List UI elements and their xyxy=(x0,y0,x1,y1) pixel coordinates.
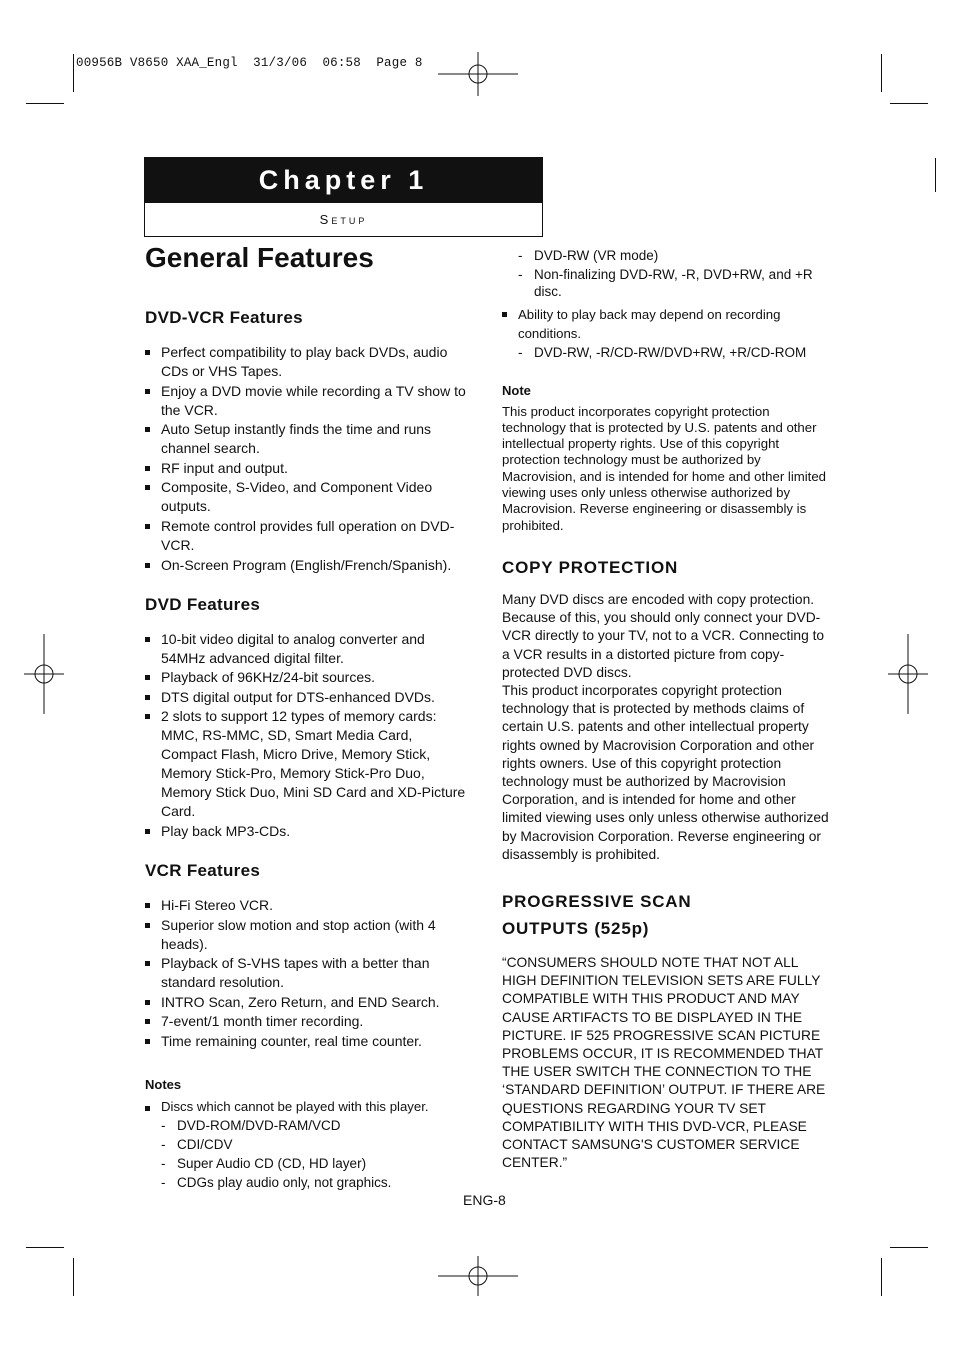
list-item: Playback of 96KHz/24-bit sources. xyxy=(145,668,470,687)
recording-dash-list xyxy=(502,344,832,361)
list-item: Composite, S-Video, and Component Video outputs. xyxy=(145,478,470,516)
heading-line: OUTPUTS (525p) xyxy=(502,919,650,939)
list-item: Remote control provides full operation on DVD-VCR. xyxy=(145,517,470,555)
list-item: - Super Audio CD (CD, HD layer) xyxy=(145,1154,470,1173)
chapter-header xyxy=(144,157,543,237)
list-item: Play back MP3-CDs. xyxy=(145,822,470,841)
left-column xyxy=(145,308,470,1193)
list-item: Enjoy a DVD movie while recording a TV show to the VCR. xyxy=(145,382,470,420)
list-item: - Non-finalizing DVD-RW, -R, DVD+RW, and +R disc. xyxy=(502,266,832,300)
right-column xyxy=(502,247,832,1172)
vcr-feature-list xyxy=(145,896,470,1051)
chapter-label: Chapter 1 xyxy=(145,158,542,203)
list-item: - DVD-RW, -R/CD-RW/DVD+RW, +R/CD-ROM xyxy=(502,344,832,361)
registration-mark-icon xyxy=(24,634,64,714)
chapter-subtitle: Setup xyxy=(319,212,368,227)
list-item: - DVD-RW (VR mode) xyxy=(502,247,832,264)
list-item: DTS digital output for DTS-enhanced DVDs. xyxy=(145,688,470,707)
list-item: - CDGs play audio only, not graphics. xyxy=(145,1173,470,1192)
crop-mark xyxy=(881,54,882,92)
list-item: Ability to play back may depend on recording conditions. xyxy=(502,305,832,343)
crop-mark xyxy=(890,1247,928,1248)
note-text: This product incorporates copyright protection technology that is protected by U.S. patents and other intellectual property rights. Use of this copyright protection technology must be authorized by Macrovision, and is intended for home and other limited viewing uses only unless otherwise authorized by Macrovision. Reverse engineering or disassembly is prohibited. xyxy=(502,403,827,533)
crop-mark xyxy=(26,1247,64,1248)
list-item: Perfect compatibility to play back DVDs, audio CDs or VHS Tapes. xyxy=(145,343,470,381)
section-heading-dvdvcr: DVD-VCR Features xyxy=(145,308,303,327)
crop-mark xyxy=(881,1258,882,1296)
registration-mark-icon xyxy=(438,1256,518,1296)
crop-mark xyxy=(73,54,74,92)
list-item: INTRO Scan, Zero Return, and END Search. xyxy=(145,993,470,1012)
list-item: 7-event/1 month timer recording. xyxy=(145,1012,470,1031)
crop-mark xyxy=(26,103,64,104)
dvdvcr-feature-list xyxy=(145,343,470,575)
note-heading: Note xyxy=(502,382,531,398)
list-item: Superior slow motion and stop action (with 4 heads). xyxy=(145,916,470,954)
printer-slug: 00956B V8650 XAA_Engl 31/3/06 06:58 Page 8 xyxy=(76,56,423,70)
registration-mark-icon xyxy=(438,52,518,96)
section-heading-vcr: VCR Features xyxy=(145,860,261,880)
section-heading-copy-protection: COPY PROTECTION xyxy=(502,557,679,577)
dvd-feature-list xyxy=(145,630,470,841)
disc-dash-list xyxy=(502,247,832,300)
list-item: Time remaining counter, real time counter. xyxy=(145,1032,470,1051)
crop-mark xyxy=(935,158,936,192)
list-item: Hi-Fi Stereo VCR. xyxy=(145,896,470,915)
crop-mark xyxy=(73,1258,74,1296)
page-title: General Features xyxy=(145,242,374,273)
progressive-scan-notice: “CONSUMERS SHOULD NOTE THAT NOT ALL HIGH DEFINITION TELEVISION SETS ARE FULLY COMPATIBLE WITH THIS PRODUCT AND MAY CAUSE ARTIFACTS TO BE DISPLAYED IN THE PICTURE. IF 525 PROGRESSIVE SCAN PICTURE PROBLEMS OCCUR, IT IS RECOMMENDED THAT THE USER SWITCH THE CONNECTION TO THE ‘STANDARD DEFINITION’ OUTPUT. IF THERE ARE QUESTIONS REGARDING YOUR TV SET COMPATIBILITY WITH THIS DVD-VCR, PLEASE CONTACT SAMSUNG'S CUSTOMER SERVICE CENTER.” xyxy=(502,955,826,1171)
notes-dash-list xyxy=(145,1116,470,1193)
notes-heading: Notes xyxy=(145,1076,182,1092)
list-item: Discs which cannot be played with this player. xyxy=(145,1099,470,1115)
heading-line: PROGRESSIVE SCAN xyxy=(502,892,692,912)
list-item: RF input and output. xyxy=(145,459,470,478)
list-item: 2 slots to support 12 types of memory cards: MMC, RS-MMC, SD, Smart Media Card, Compact Flash, Micro Drive, Memory Stick, Memory Stick-Pro, Memory Stick-Pro Duo, Memory Stick Duo, Mini SD Card and XD-Picture Card. xyxy=(145,707,470,821)
notes-list xyxy=(145,1099,470,1115)
playback-list xyxy=(502,305,832,343)
section-heading-progressive-scan xyxy=(502,888,832,942)
page-number: ENG-8 xyxy=(463,1192,506,1208)
list-item: On-Screen Program (English/French/Spanish). xyxy=(145,556,470,575)
copy-protection-paragraph: Many DVD discs are encoded with copy protection. Because of this, you should only connect your DVD-VCR directly to your TV, not to a VCR. Connecting to a VCR results in a distorted picture from copy-protected DVD discs. xyxy=(502,591,825,680)
list-item: - CDI/CDV xyxy=(145,1135,470,1154)
copy-protection-paragraph: This product incorporates copyright protection technology that is protected by methods claims of certain U.S. patents and other intellectual property rights owned by Macrovision Corporation and other rights owners. Use of this copyright protection technology must be authorized by Macrovision Corporation, and is intended for home and other limited viewing uses only unless otherwise authorized by Macrovision Corporation. Reverse engineering or disassembly is prohibited. xyxy=(502,682,829,862)
list-item: Auto Setup instantly finds the time and runs channel search. xyxy=(145,420,470,458)
list-item: Playback of S-VHS tapes with a better than standard resolution. xyxy=(145,954,470,992)
section-heading-dvd: DVD Features xyxy=(145,594,261,614)
registration-mark-icon xyxy=(888,634,928,714)
list-item: - DVD-ROM/DVD-RAM/VCD xyxy=(145,1116,470,1135)
crop-mark xyxy=(890,103,928,104)
list-item: 10-bit video digital to analog converter and 54MHz advanced digital filter. xyxy=(145,630,470,668)
